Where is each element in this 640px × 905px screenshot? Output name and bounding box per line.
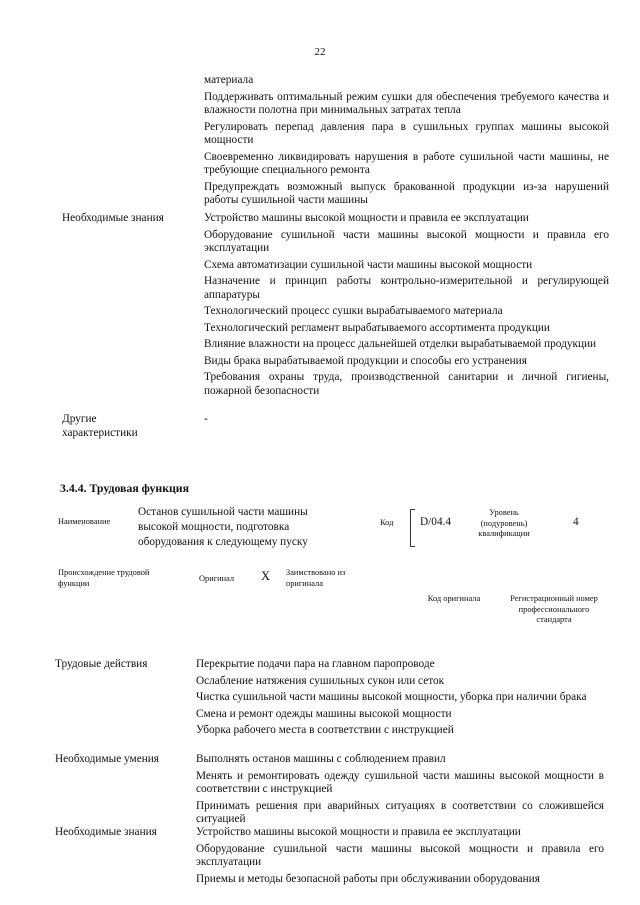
list-item: Схема автоматизации сушильной части машины высокой мощности xyxy=(204,258,533,271)
list-item: Смена и ремонт одежды машины высокой мощности xyxy=(196,707,452,720)
code-bracket xyxy=(410,509,415,547)
list-item: Своевременно ликвидировать нарушения в работе сушильной части машины, не требующие специального ремонта xyxy=(204,150,609,176)
list-item: Регулировать перепад давления пара в сушильных группах машины высокой мощности xyxy=(204,120,609,146)
list-item: Поддерживать оптимальный режим сушки для обеспечения требуемого качества и влажности полотна при минимальных затратах тепла xyxy=(204,90,609,116)
section-heading: 3.4.4. Трудовая функция xyxy=(60,481,189,495)
page-number: 22 xyxy=(314,46,326,58)
list-item: Устройство машины высокой мощности и правила ее эксплуатации xyxy=(204,212,529,224)
list-item: Технологический регламент вырабатываемого ассортимента продукции xyxy=(204,321,550,334)
list-item: Менять и ремонтировать одежду сушильной части машины высокой мощности в соответствии с инструкцией xyxy=(196,769,604,795)
list-item: Оборудование сушильной части машины высокой мощности и правила его эксплуатации xyxy=(196,842,604,868)
list-item: Выполнять останов машины с соблюдением правил xyxy=(196,753,446,765)
list-item: Технологический процесс сушки вырабатываемого материала xyxy=(204,305,503,317)
knowledge-label: Необходимые знания xyxy=(62,212,164,224)
name-label: Наименование xyxy=(58,517,111,526)
skills-label: Необходимые умения xyxy=(55,753,159,765)
knowledge-list-2 xyxy=(196,826,604,889)
code-value: D/04.4 xyxy=(420,516,452,528)
borrowed-label: Заимствовано из оригинала xyxy=(286,568,346,588)
registration-number-label: Регистрационный номер профессионального стандарта xyxy=(510,594,598,624)
list-item: Предупреждать возможный выпуск бракованной продукции из-за нарушений работы сушильной части машины xyxy=(204,180,609,206)
list-item: Чистка сушильной части машины высокой мощности, уборка при наличии брака xyxy=(196,691,587,703)
other-characteristics-value: - xyxy=(204,413,208,425)
origin-label: Происхождение трудовой функции xyxy=(58,568,150,588)
actions-list xyxy=(196,658,604,741)
list-item: Уборка рабочего места в соответствии с инструкцией xyxy=(196,724,454,736)
list-item: Перекрытие подачи пара на главном паропроводе xyxy=(196,658,435,670)
list-item: Назначение и принцип работы контрольно-измерительной и регулирующей аппаратуры xyxy=(204,275,609,301)
code-original-label: Код оригинала xyxy=(427,594,481,603)
other-characteristics-label: Другие характеристики xyxy=(62,413,138,439)
level-value: 4 xyxy=(573,516,579,528)
list-item: Требования охраны труда, производственной санитарии и личной гигиены, пожарной безопасности xyxy=(204,371,609,397)
list-item: Принимать решения при аварийных ситуациях в соответствии со сложившейся ситуацией xyxy=(196,799,604,825)
list-item: Виды брака вырабатываемой продукции и способы его устранения xyxy=(204,354,527,367)
function-name: Останов сушильной части машины высокой мощности, подготовка оборудования к следующему пуску xyxy=(138,506,308,548)
list-item: Ослабление натяжения сушильных сукон или сеток xyxy=(196,674,445,687)
list-item: материала xyxy=(204,74,254,86)
original-label: Оригинал xyxy=(199,574,235,583)
knowledge-list xyxy=(204,212,609,401)
actions-label: Трудовые действия xyxy=(55,658,148,670)
list-item: Устройство машины высокой мощности и правила ее эксплуатации xyxy=(196,826,521,838)
knowledge-label-2: Необходимые знания xyxy=(55,826,157,838)
original-mark: X xyxy=(261,569,271,583)
skills-list xyxy=(196,753,604,830)
list-item: Приемы и методы безопасной работы при обслуживании оборудования xyxy=(196,872,540,885)
list-item: Оборудование сушильной части машины высокой мощности и правила его эксплуатации xyxy=(204,228,609,254)
code-label: Код xyxy=(380,518,394,527)
level-label: Уровень (подуровень) квалификации xyxy=(478,508,530,538)
list-item: Влияние влажности на процесс дальнейшей отделки вырабатываемой продукции xyxy=(204,338,597,350)
skills-continued-list xyxy=(204,74,609,211)
